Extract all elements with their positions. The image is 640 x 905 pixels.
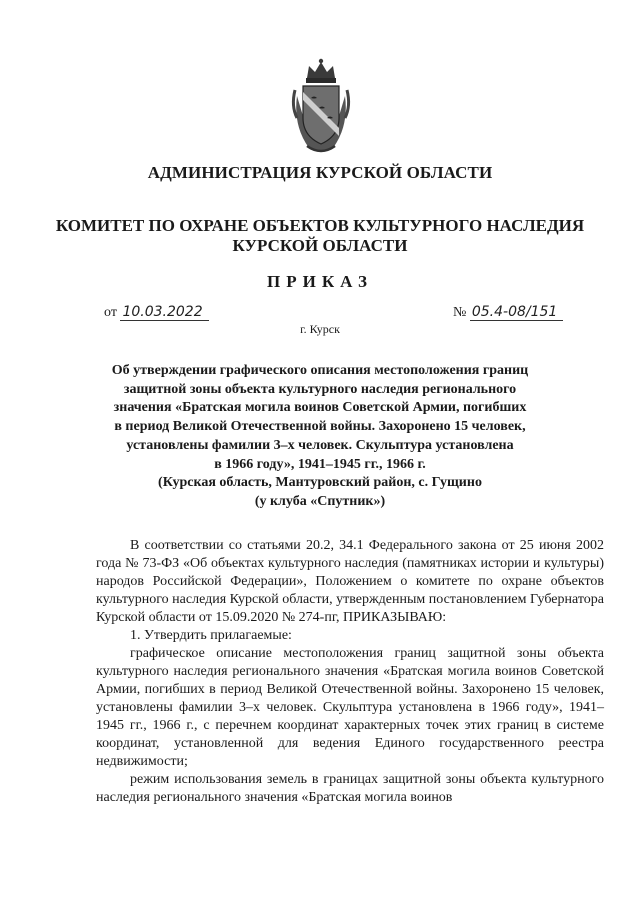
number-field xyxy=(453,304,563,321)
title-line: Об утверждении графического описания местоположения границ xyxy=(111,363,529,378)
committee-heading xyxy=(0,216,640,256)
handwritten-date: 10.03.2022 xyxy=(120,304,208,321)
committee-line: КОМИТЕТ ПО ОХРАНЕ ОБЪЕКТОВ КУЛЬТУРНОГО НАСЛЕДИЯ xyxy=(55,216,585,235)
order-title xyxy=(0,362,640,512)
paragraph-point-1: 1. Утвердить прилагаемые: xyxy=(130,628,292,643)
city: г. Курск xyxy=(300,322,340,336)
date-prefix: от xyxy=(104,305,117,320)
date-field xyxy=(104,304,209,321)
number-prefix: № xyxy=(453,305,467,320)
paragraph-preamble: В соответствии со статьями 20.2, 34.1 Федерального закона от 25 июня 2002 года № 73-ФЗ «Об объектах культурного наследия (памятниках истории и культуры) народов Российской Федерации», Положением о комитете по охране объектов культурного наследия Курской области, утвержденным постановлением Губернатора Курской области от 15.09.2020 № 274-пг, ПРИКАЗЫВАЮ: xyxy=(96,538,604,625)
document-type: ПРИКАЗ xyxy=(267,272,373,291)
administration-heading: АДМИНИСТРАЦИЯ КУРСКОЙ ОБЛАСТИ xyxy=(147,163,493,182)
paragraph-graphic-description: графическое описание местоположения границ защитной зоны объекта культурного наследия регионального значения «Братская могила воинов Советской Армии, погибших в период Великой Отечественной войны. Захоронено 15 человек, установлены фамилии 3–х человек. Скульптура установлена в 1966 году», 1941–1945 гг., 1966 г., с перечнем координат характерных точек этих границ в системе координат, установленной для ведения Единого государственного реестра недвижимости; xyxy=(96,646,604,769)
paragraph-land-use-regime: режим использования земель в границах защитной зоны объекта культурного наследия регионального значения «Братская могила воинов xyxy=(96,772,604,805)
title-line: защитной зоны объекта культурного наследия регионального xyxy=(123,381,517,397)
title-line: значения «Братская могила воинов Советской Армии, погибших xyxy=(113,400,527,416)
order-body xyxy=(96,537,604,807)
title-line: (Курская область, Мантуровский район, с. Гущино xyxy=(158,475,482,491)
title-line: в 1966 году», 1941–1945 гг., 1966 г. xyxy=(214,456,426,472)
kursk-coat-of-arms-icon xyxy=(289,56,353,156)
title-line: установлены фамилии 3–х человек. Скульптура установлена xyxy=(126,437,514,453)
title-line: (у клуба «Спутник») xyxy=(254,493,386,509)
committee-line: КУРСКОЙ ОБЛАСТИ xyxy=(232,236,408,255)
handwritten-number: 05.4-08/151 xyxy=(470,304,563,321)
title-line: в период Великой Отечественной войны. Захоронено 15 человек, xyxy=(114,419,526,435)
